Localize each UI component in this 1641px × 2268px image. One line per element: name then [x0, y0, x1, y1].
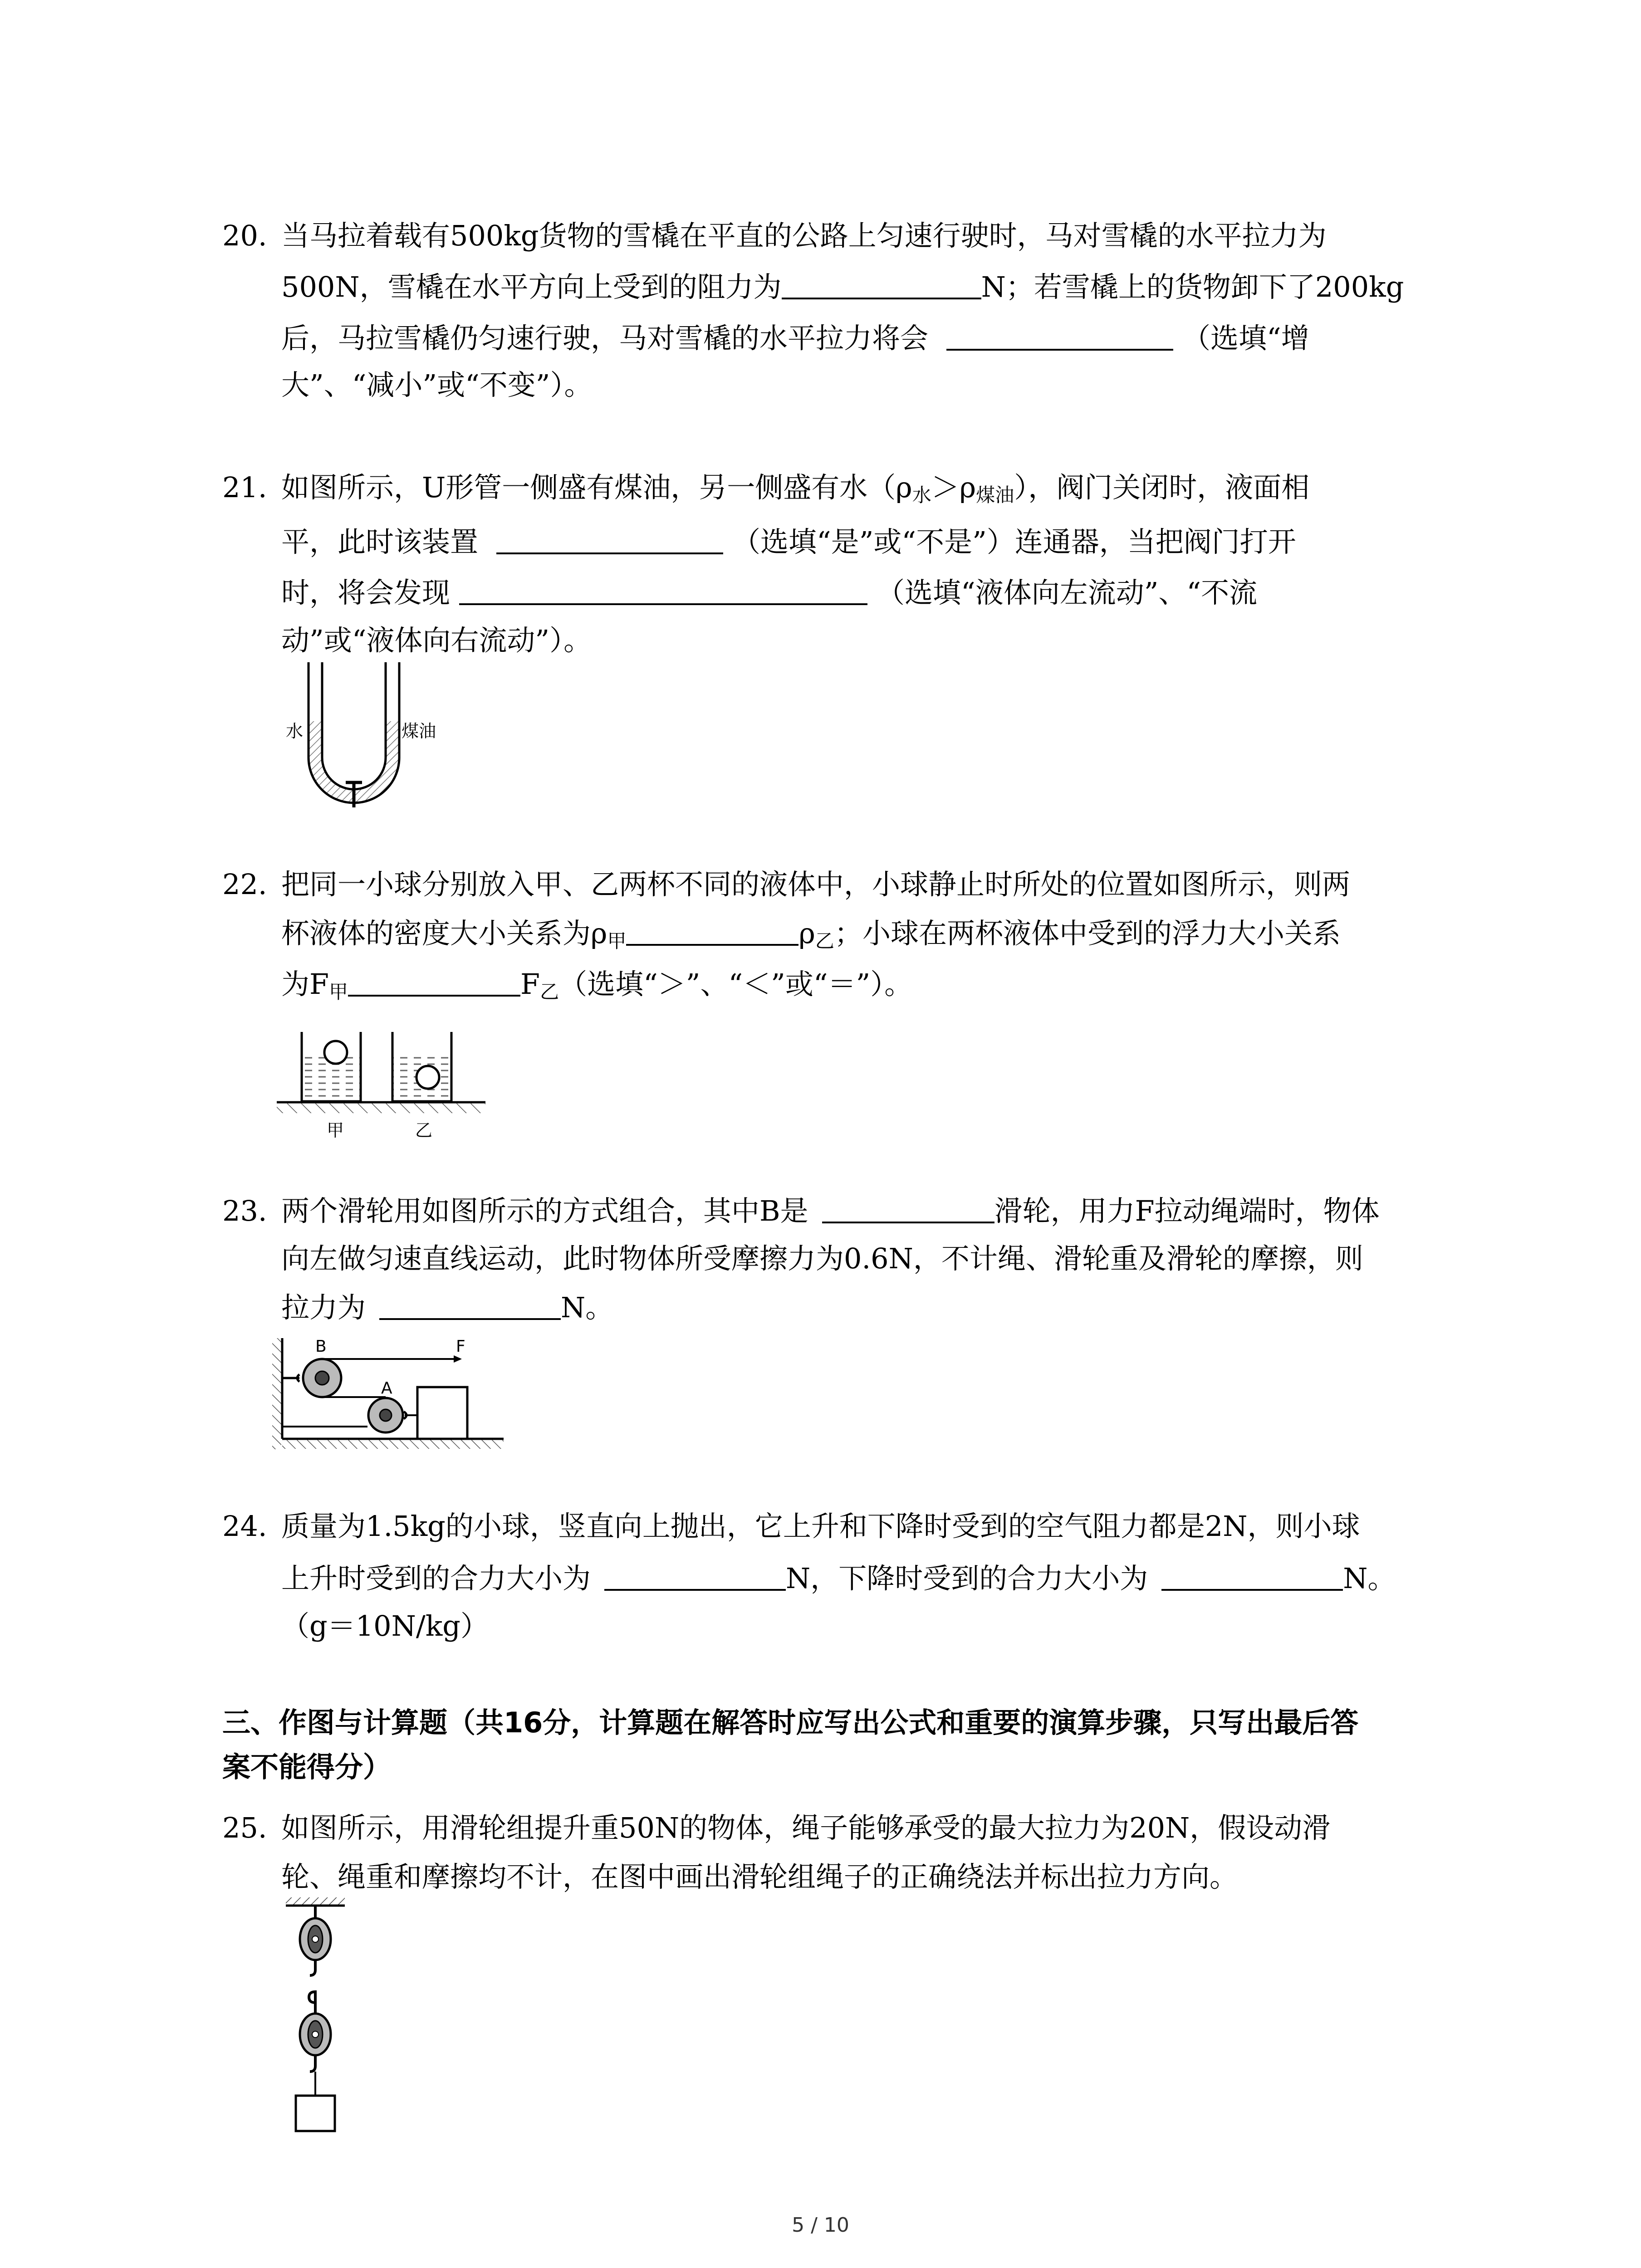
q22-text: 为F [281, 968, 329, 1001]
q21-line-4: 动”或“液体向右流动”）。 [281, 624, 592, 657]
q22-line-2 [281, 915, 1341, 959]
water-label: 水 [286, 721, 304, 741]
q24-line-3: （g＝10N/kg） [281, 1609, 489, 1642]
answer-blank[interactable] [1161, 1561, 1343, 1591]
answer-blank[interactable] [348, 967, 520, 997]
answer-blank[interactable] [496, 524, 723, 554]
subscript: 乙 [815, 930, 834, 952]
kerosene-label: 煤油 [402, 721, 436, 741]
pulley-combination-figure [272, 1334, 508, 1456]
q21-text: 如图所示，U形管一侧盛有煤油，另一侧盛有水（ρ [281, 471, 912, 504]
q22-text: （选填“＞”、“＜”或“＝”）。 [559, 968, 913, 1001]
q22-text: 杯液体的密度大小关系为ρ [281, 917, 607, 950]
q23-line-3 [281, 1290, 613, 1326]
q21-text: （选填“是”或“不是”）连通器，当把阀门打开 [732, 525, 1296, 558]
q20-line-4: 大”、“减小”或“不变”）。 [281, 368, 593, 401]
subscript: 乙 [540, 981, 559, 1003]
u-tube-figure [272, 662, 472, 816]
answer-blank[interactable] [379, 1290, 561, 1320]
ball-jia [324, 1041, 347, 1064]
answer-blank[interactable] [946, 321, 1173, 351]
section-heading-line-2: 案不能得分） [222, 1750, 392, 1784]
q23-text: 两个滑轮用如图所示的方式组合，其中B是 [281, 1194, 808, 1227]
answer-blank[interactable] [782, 269, 981, 299]
label-f: F [456, 1337, 465, 1356]
page-number: 5 / 10 [792, 2214, 849, 2237]
cup-label-jia: 甲 [327, 1120, 344, 1140]
q21-text: ），阀门关闭时，液面相 [1014, 471, 1310, 504]
q20-text: （选填“增 [1182, 322, 1309, 355]
q24-text: N。 [1343, 1562, 1396, 1595]
q21-text: 时，将会发现 [281, 576, 451, 609]
q21-text: 平，此时该装置 [281, 525, 479, 558]
answer-blank[interactable] [822, 1193, 994, 1223]
label-b: B [315, 1337, 327, 1356]
label-a: A [381, 1379, 392, 1398]
subscript: 甲 [607, 930, 627, 952]
q23-text: 滑轮，用力F拉动绳端时，物体 [994, 1194, 1380, 1227]
q24-line-2 [281, 1560, 1396, 1597]
subscript: 煤油 [976, 484, 1014, 506]
q24-text: N，下降时受到的合力大小为 [786, 1562, 1148, 1595]
q21-line-2 [281, 524, 1296, 560]
q20-text: 500N，雪橇在水平方向上受到的阻力为 [281, 270, 782, 303]
q25-line-1: 如图所示，用滑轮组提升重50N的物体，绳子能够承受的最大拉力为20N，假设动滑 [281, 1811, 1331, 1844]
q25-line-2: 轮、绳重和摩擦均不计，在图中画出滑轮组绳子的正确绕法并标出拉力方向。 [281, 1860, 1238, 1893]
q20-line-2 [281, 269, 1404, 305]
question-number: 23. [222, 1194, 267, 1227]
question-number: 25. [222, 1811, 267, 1844]
q22-text: ρ [798, 917, 815, 950]
subscript: 水 [912, 484, 931, 506]
q23-line-1 [281, 1193, 1380, 1229]
q22-line-3 [281, 966, 912, 1010]
q22-text: ；小球在两杯液体中受到的浮力大小关系 [834, 917, 1341, 950]
question-number: 21. [222, 471, 267, 504]
q23-text: N。 [561, 1291, 614, 1324]
q21-line-1 [281, 469, 1309, 513]
q24-text: 上升时受到的合力大小为 [281, 1562, 591, 1595]
question-number: 20. [222, 219, 267, 252]
q22-line-1: 把同一小球分别放入甲、乙两杯不同的液体中，小球静止时所处的位置如图所示，则两 [281, 868, 1351, 901]
section-heading-line-1: 三、作图与计算题（共16分，计算题在解答时应写出公式和重要的演算步骤，只写出最后答 [222, 1706, 1359, 1739]
q24-line-1: 质量为1.5kg的小球，竖直向上抛出，它上升和下降时受到的空气阻力都是2N，则小球 [281, 1510, 1360, 1543]
pulley-block-figure [277, 1894, 377, 2157]
q20-line-3 [281, 320, 1309, 357]
q21-line-3 [281, 575, 1257, 611]
ball-yi [416, 1066, 439, 1089]
question-number: 22. [222, 868, 267, 901]
q20-text: N；若雪橇上的货物卸下了200kg [981, 270, 1404, 303]
cup-label-yi: 乙 [415, 1120, 433, 1140]
q23-line-2: 向左做匀速直线运动，此时物体所受摩擦力为0.6N，不计绳、滑轮重及滑轮的摩擦，则 [281, 1242, 1363, 1275]
q21-text: （选填“液体向左流动”、“不流 [877, 576, 1258, 609]
weight-block [296, 2096, 335, 2131]
q21-text: ＞ρ [931, 471, 976, 504]
q20-text: 后，马拉雪橇仍匀速行驶，马对雪橇的水平拉力将会 [281, 322, 929, 355]
block [417, 1387, 467, 1439]
q20-line-1: 当马拉着载有500kg货物的雪橇在平直的公路上匀速行驶时，马对雪橇的水平拉力为 [281, 219, 1327, 252]
answer-blank[interactable] [604, 1561, 786, 1591]
q22-text: F [520, 968, 540, 1001]
cups-figure [277, 1023, 485, 1141]
answer-blank[interactable] [626, 916, 798, 946]
answer-blank[interactable] [459, 575, 867, 605]
question-number: 24. [222, 1510, 267, 1543]
q23-text: 拉力为 [281, 1291, 366, 1324]
subscript: 甲 [329, 981, 348, 1003]
